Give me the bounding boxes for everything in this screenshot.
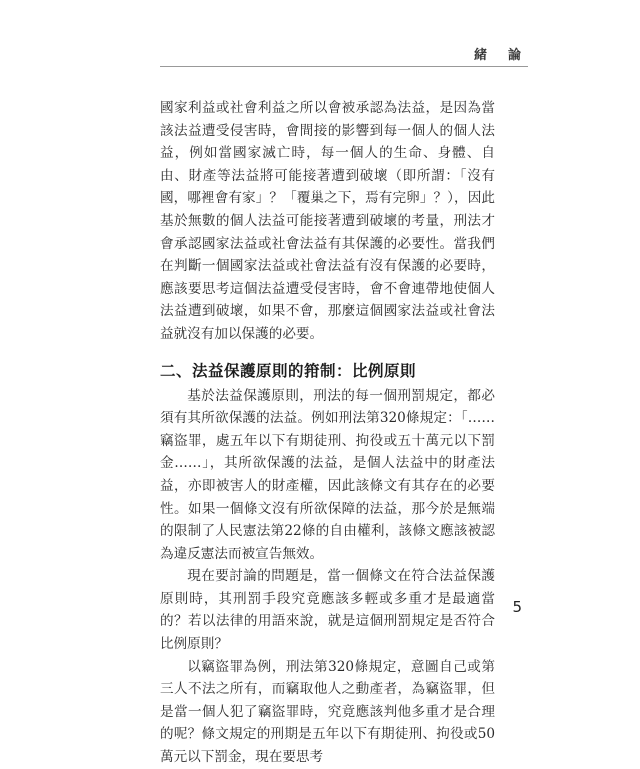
paragraph-1: 國家利益或社會利益之所以會被承認為法益，是因為當該法益遭受侵害時，會間接的影響到每一個人的個人法益，例如當國家滅亡時，每一個人的生命、身體、自由、財產等法益將可能接著遭到破壞（即所謂：「沒有國，哪裡會有家」？「覆巢之下，焉有完卵」？），因此基於無數的個人法益可能接著遭到破壞的考量，刑法才會承認國家法益或社會法益有其保護的必要性。當我們在判斷一個國家法益或社會法益有沒有保護的必要時，應該要思考這個法益遭受侵害時，會不會連帶地使個人法益遭到破壞，如果不會，那麼這個國家法益或社會法益就沒有加以保護的必要。 [160,100,495,342]
page-number: 5 [512,598,522,616]
running-header: 緒 論 [473,48,525,63]
header-rule [160,66,528,67]
paragraph-4: 以竊盜罪為例，刑法第320條規定，意圖自己或第三人不法之所有，而竊取他人之動產者，為竊盜罪，但是當一個人犯了竊盜罪時，究竟應該判他多重才是合理的呢？條文規定的刑期是五年以下有期徒刑、拘役或50萬元以下罰金，現在要思考 [160,658,495,766]
page-body [160,97,495,769]
paragraph-3: 現在要討論的問題是，當一個條文在符合法益保護原則時，其刑罰手段究竟應該多輕或多重才是最適當的？若以法律的用語來說，就是這個刑罰規定是否符合比例原則？ [160,568,495,653]
paragraph-2: 基於法益保護原則，刑法的每一個刑罰規定，都必須有其所欲保護的法益。例如刑法第320條規定：「……竊盜罪，處五年以下有期徒刑、拘役或五十萬元以下罰金……」，其所欲保護的法益，是個人法益中的財產法益，亦即被害人的財產權，因此該條文有其存在的必要性。如果一個條文沒有所欲保障的法益，那今於是無端的限制了人民憲法第22條的自由權利，該條文應該被認為違反憲法而被宣告無效。 [160,387,495,562]
section-heading: 二、法益保護原則的箝制：比例原則 [160,361,417,380]
